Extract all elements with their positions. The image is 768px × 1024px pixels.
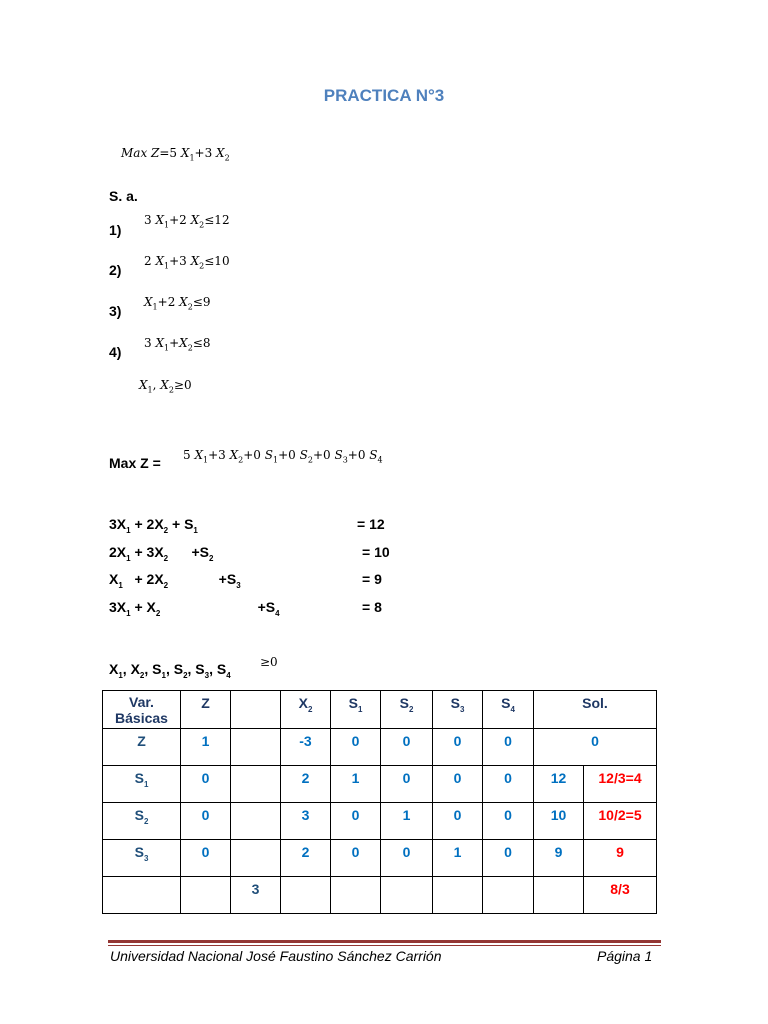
cell-ratio: 9 (584, 840, 657, 877)
equation-3-lhs: $X_1 + 2X_2$ $+S_3$ (109, 571, 241, 590)
cell-ratio: 12/3=4 (584, 766, 657, 803)
cell-s3: 0 (433, 766, 483, 803)
cell-s1 (331, 877, 381, 914)
table-row (103, 729, 657, 766)
header-s2: $S_2$ (381, 691, 433, 729)
cell-x1: 3 (231, 877, 281, 914)
objective-function: Max Z=5 $X_1+3$ $X_2$ (121, 146, 230, 163)
cell-s1: 1 (331, 766, 381, 803)
table-header-row (103, 691, 657, 729)
cell-s4: 0 (483, 803, 534, 840)
constraint-1: 3 $X_1+2$ $X_2\le 12$ (144, 213, 230, 230)
cell-s2: 0 (381, 729, 433, 766)
header-s1: $S_1$ (331, 691, 381, 729)
cell-sol: 9 (534, 840, 584, 877)
row-var: $S_3$ (103, 840, 181, 877)
equation-2-rhs: = 10 (362, 544, 390, 560)
standard-nonneg-vars: $X_1$, $X_2$, $S_1$, $S_2$, $S_3$, $S_4$ (109, 661, 231, 680)
cell-sol: 0 (534, 729, 657, 766)
header-var-basicas: Var. Básicas (103, 691, 181, 729)
row-var: $S_1$ (103, 766, 181, 803)
cell-s3: 0 (433, 803, 483, 840)
cell-x2: 2 (281, 766, 331, 803)
cell-z: 0 (181, 840, 231, 877)
cell-x1 (231, 766, 281, 803)
constraint-2: 2 $X_1+3$ $X_2\le 10$ (144, 254, 230, 271)
equation-4-rhs: = 8 (362, 599, 382, 615)
table-row (103, 877, 657, 914)
constraint-number-1: 1) (109, 222, 122, 238)
cell-s2: 1 (381, 803, 433, 840)
footer-divider-thin (108, 945, 661, 946)
row-var (103, 877, 181, 914)
nonnegativity: $X_1$, $X_2\ge 0$ (139, 378, 192, 395)
row-var: $S_2$ (103, 803, 181, 840)
header-s4: $S_4$ (483, 691, 534, 729)
row-var: Z (103, 729, 181, 766)
constraint-3: $X_1+2$ $X_2\le 9$ (144, 295, 211, 312)
table-row (103, 803, 657, 840)
equation-4-lhs: $3X_1 + X_2$ $+S_4$ (109, 599, 280, 618)
header-sol: Sol. (534, 691, 657, 729)
cell-z: 1 (181, 729, 231, 766)
cell-s2: 0 (381, 766, 433, 803)
constraint-number-4: 4) (109, 344, 122, 360)
footer-divider-thick (108, 940, 661, 943)
cell-s1: 0 (331, 729, 381, 766)
standard-objective-label: Max Z = (109, 455, 161, 471)
table-row (103, 840, 657, 877)
subject-to-label: S. a. (109, 188, 138, 204)
cell-s3: 1 (433, 840, 483, 877)
cell-z (181, 877, 231, 914)
cell-ratio: 10/2=5 (584, 803, 657, 840)
equation-1-rhs: = 12 (357, 516, 385, 532)
equation-2-lhs: $2X_1 + 3X_2$ $+S_2$ (109, 544, 214, 563)
footer-page-number: Página 1 (597, 948, 653, 964)
cell-x2: 2 (281, 840, 331, 877)
cell-sol: 12 (534, 766, 584, 803)
cell-s4 (483, 877, 534, 914)
cell-s4: 0 (483, 766, 534, 803)
cell-s3 (433, 877, 483, 914)
equation-3-rhs: = 9 (362, 571, 382, 587)
cell-s3: 0 (433, 729, 483, 766)
cell-z: 0 (181, 766, 231, 803)
cell-sol: 10 (534, 803, 584, 840)
standard-nonneg-cond: ≥0 (260, 655, 278, 669)
cell-s2 (381, 877, 433, 914)
cell-s2: 0 (381, 840, 433, 877)
cell-x1 (231, 840, 281, 877)
cell-x1 (231, 803, 281, 840)
cell-sol (534, 877, 584, 914)
cell-s4: 0 (483, 840, 534, 877)
header-z: Z (181, 691, 231, 729)
cell-s1: 0 (331, 803, 381, 840)
constraint-number-3: 3) (109, 303, 122, 319)
cell-s1: 0 (331, 840, 381, 877)
cell-x2: 3 (281, 803, 331, 840)
cell-z: 0 (181, 803, 231, 840)
constraint-number-2: 2) (109, 262, 122, 278)
header-s3: $S_3$ (433, 691, 483, 729)
page-title: PRACTICA N°3 (323, 86, 445, 105)
cell-x2 (281, 877, 331, 914)
cell-s4: 0 (483, 729, 534, 766)
cell-x2: -3 (281, 729, 331, 766)
cell-ratio: 8/3 (584, 877, 657, 914)
header-empty (231, 691, 281, 729)
simplex-table (102, 690, 657, 914)
footer-university: Universidad Nacional José Faustino Sánchez Carrión (110, 948, 442, 964)
standard-objective-expr: 5 $X_1+3$ $X_2+0$ $S_1+0$ $S_2+0$ $S_3+0$ $S_4$ (183, 448, 383, 465)
cell-x1 (231, 729, 281, 766)
table-row (103, 766, 657, 803)
header-x2: $X_2$ (281, 691, 331, 729)
constraint-4: 3 $X_1+X_2\le 8$ (144, 336, 211, 353)
equation-1-lhs: $3X_1 + 2X_2 + S_1$ (109, 516, 198, 535)
